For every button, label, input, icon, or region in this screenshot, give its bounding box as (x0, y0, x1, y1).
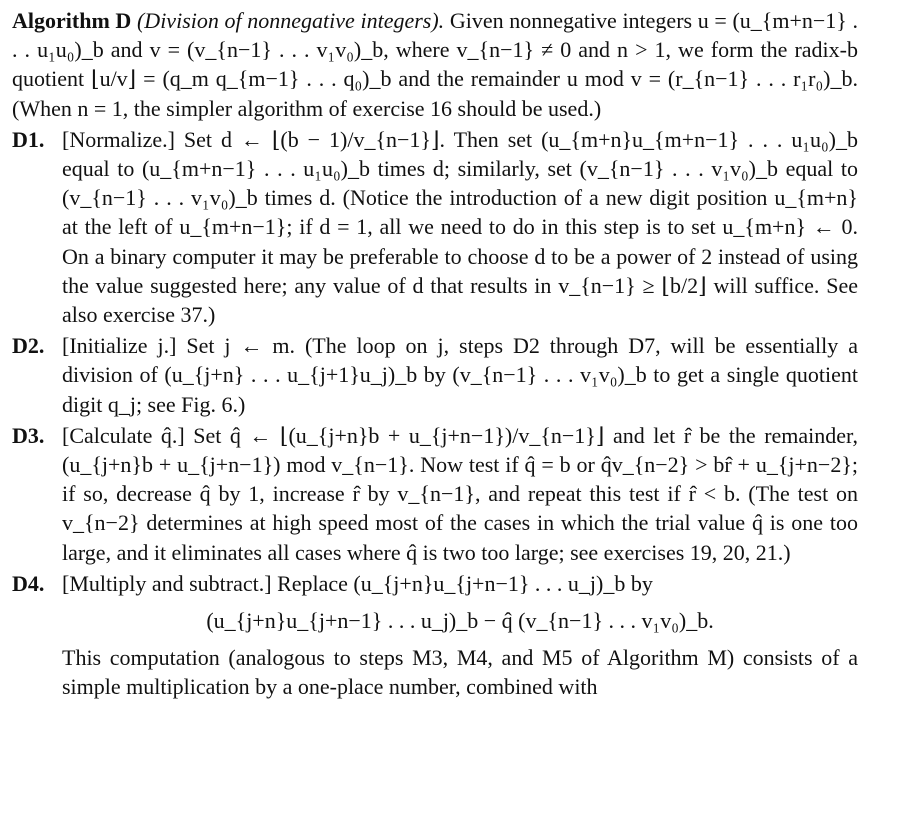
step-text: [Normalize.] Set d ← ⌊(b − 1)/v_{n−1}⌋. Then set (u_{m+n}u_{m+n−1} . . . u₁u₀)_b equal to (u_{m+n−1} . . . u₁u₀)_b times d; similarly, set (v_{n−1} . . . v₁v₀)_b equal to (v_{n−1} . . . v₁v₀)_b times d. (Notice the introduction of a new digit position u_{m+n} at the left of u_{m+n−1}; if d = 1, all we need to do in this step is to set u_{m+n} ← 0. On a binary computer it may be preferable to choose d to be a power of 2 instead of using the value suggested here; any value of d that results in v_{n−1} ≥ ⌊b/2⌋ will suffice. See also exercise 37.) (62, 126, 858, 328)
algorithm-subtitle: (Division of nonnegative integers). (136, 8, 445, 33)
display-formula: (u_{j+n}u_{j+n−1} . . . u_j)_b − q̂ (v_{n−1} . . . v₁v₀)_b. (206, 608, 714, 634)
step-text: [Multiply and subtract.] Replace (u_{j+n}u_{j+n−1} . . . u_j)_b by (62, 570, 653, 596)
step-label: D1. (12, 126, 45, 152)
step-label: D4. (12, 570, 45, 596)
continuation-text: This computation (analogous to steps M3, M4, and M5 of Algorithm M) consists of a simple multiplication by a one-place number, combined with (62, 645, 858, 700)
step-d2 (12, 331, 858, 419)
algorithm-title: Algorithm D (12, 8, 132, 33)
step-label: D2. (12, 333, 45, 359)
step-d1 (12, 125, 858, 329)
step-d4 (12, 569, 858, 598)
step-d3 (12, 421, 858, 567)
algorithm-intro-text: Given nonnegative integers u = (u_{m+n−1} . . . u₁u₀)_b and v = (v_{n−1} . . . v₁v₀)_b, where v_{n−1} ≠ 0 and n > 1, we form the radix-b quotient ⌊u/v⌋ = (q_m q_{m−1} . . . q₀)_b and the remainder u mod v = (r_{n−1} . . . r₁r₀)_b. (When n = 1, the simpler algorithm of exercise 16 should be used.) (12, 8, 859, 121)
step-text: [Initialize j.] Set j ← m. (The loop on j, steps D2 through D7, will be essentially a division of (u_{j+n} . . . u_{j+1}u_j)_b by (v_{n−1} . . . v₁v₀)_b to get a single quotient digit q_j; see Fig. 6.) (62, 333, 858, 417)
step-label: D3. (12, 422, 45, 448)
algorithm-intro (12, 6, 858, 123)
step-text: [Calculate q̂.] Set q̂ ← ⌊(u_{j+n}b + u_{j+n−1})/v_{n−1}⌋ and let r̂ be the remainder, (u_{j+n}b + u_{j+n−1}) mod v_{n−1}. Now test if q̂ = b or q̂v_{n−2} > br̂ + u_{j+n−2}; if so, decrease q̂ by 1, increase r̂ by v_{n−1}, and repeat this test if r̂ < b. (The test on v_{n−2} determines at high speed most of the cases in which the trial value q̂ is one too large, and it eliminates all cases where q̂ is two too large; see exercises 19, 20, 21.) (62, 422, 858, 565)
document-page (12, 6, 858, 702)
